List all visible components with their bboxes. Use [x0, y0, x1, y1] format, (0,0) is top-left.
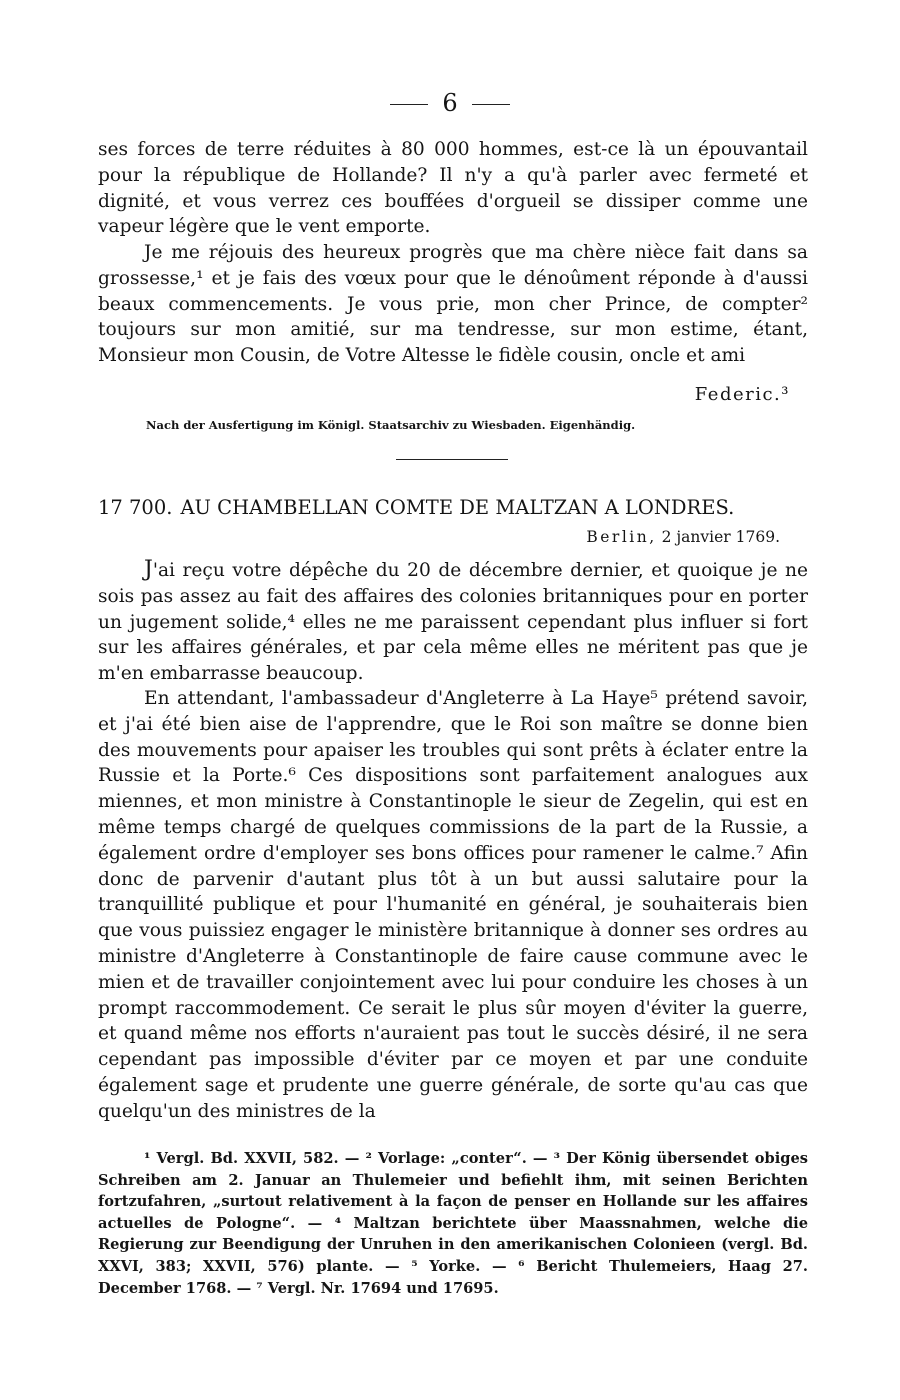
page-number	[0, 88, 900, 118]
letter-heading	[98, 495, 808, 521]
letter1-paragraph-1: ses forces de terre réduites à 80 000 hommes, est-ce là un épouvantail pour la république de Hollande? Il n'y a qu'à parler avec fermeté et dignité, et vous verrez ces bouffées d'orgueil se dissiper comme une vapeur légère que le vent emporte.	[98, 139, 808, 238]
letter-title: AU CHAMBELLAN COMTE DE MALTZAN A LONDRES.	[180, 496, 735, 519]
page-number-dash-left	[390, 104, 428, 105]
letter1-paragraph-2: Je me réjouis des heureux progrès que ma chère nièce fait dans sa grossesse,¹ et je fais des vœux pour que le dénoûment réponde à d'aussi beaux commencements. Je vous prie, mon cher Prince, de compter² toujours sur mon amitié, sur ma tendresse, sur mon estime, étant, Monsieur mon Cousin, de Votre Altesse le fidèle cousin, oncle et ami	[98, 242, 808, 367]
source-note: Nach der Ausfertigung im Königl. Staatsarchiv zu Wiesbaden. Eigenhändig.	[146, 418, 636, 432]
letter2-paragraph-1-text: 'ai reçu votre dépêche du 20 de décembre dernier, et quoique je ne sois pas assez au fait des affaires des colonies britanniques pour en porter un jugement solide,⁴ elles ne me paraissent cependant plus influer si fort sur les affaires générales, et par cela même elles ne méritent pas que je m'en embarrasse beaucoup.	[98, 560, 808, 685]
letter-number: 17 700.	[98, 496, 173, 519]
section-divider	[396, 459, 508, 460]
letter2-paragraph-2: En attendant, l'ambassadeur d'Angleterre à La Haye⁵ prétend savoir, et j'ai été bien aise de l'apprendre, que le Roi son maître se donne bien des mouvements pour apaiser les troubles qui sont prêts à éclater entre la Russie et la Porte.⁶ Ces dispositions sont parfaitement analogues aux miennes, et mon ministre à Constantinople le sieur de Zegelin, qui est en même temps chargé de quelques commissions de la part de la Russie, a également ordre d'employer ses bons offices pour ramener le calme.⁷ Afin donc de parvenir d'autant plus tôt à un but aussi salutaire pour la tranquillité publique et pour l'humanité en général, je souhaiterais bien que vous puissiez engager le ministère britannique à donner ses ordres au ministre d'Angleterre à Constantinople de faire cause commune avec le mien et de travailler conjointement avec lui pour conduire les choses à un prompt raccommodement. Ce serait le plus sûr moyen d'éviter la guerre, et quand même nos efforts n'auraient pas tout le succès désiré, il ne sera cependant pas impossible d'éviter par ce moyen et par une conduite également sage et prudente une guerre générale, de sorte qu'au cas que quelqu'un des ministres de la	[98, 688, 808, 1122]
footnotes: ¹ Vergl. Bd. XXVII, 582. — ² Vorlage: „conter“. — ³ Der König übersendet obiges Schreiben am 2. Januar an Thulemeier und befiehlt ihm, mit seinen Berichten fortzufahren, „surtout relativement à la façon de penser en Hollande sur les affaires actuelles de Pologne“. — ⁴ Maltzan berichtete über Maassnahmen, welche die Regierung zur Beendigung der Unruhen in den amerikanischen Colonieen (vergl. Bd. XXVI, 383; XXVII, 576) plante. — ⁵ Yorke. — ⁶ Bericht Thulemeiers, Haag 27. December 1768. — ⁷ Vergl. Nr. 17694 und 17695.	[98, 1150, 808, 1297]
dateline	[0, 528, 780, 546]
drop-cap: J	[144, 557, 153, 582]
dateline-place: Berlin,	[586, 528, 657, 546]
dateline-date: 2 janvier 1769.	[661, 528, 780, 546]
page-number-text: 6	[442, 89, 458, 117]
signature: Federic.³	[694, 384, 790, 405]
letter2-paragraph-1	[98, 557, 808, 687]
page-number-dash-right	[472, 104, 510, 105]
